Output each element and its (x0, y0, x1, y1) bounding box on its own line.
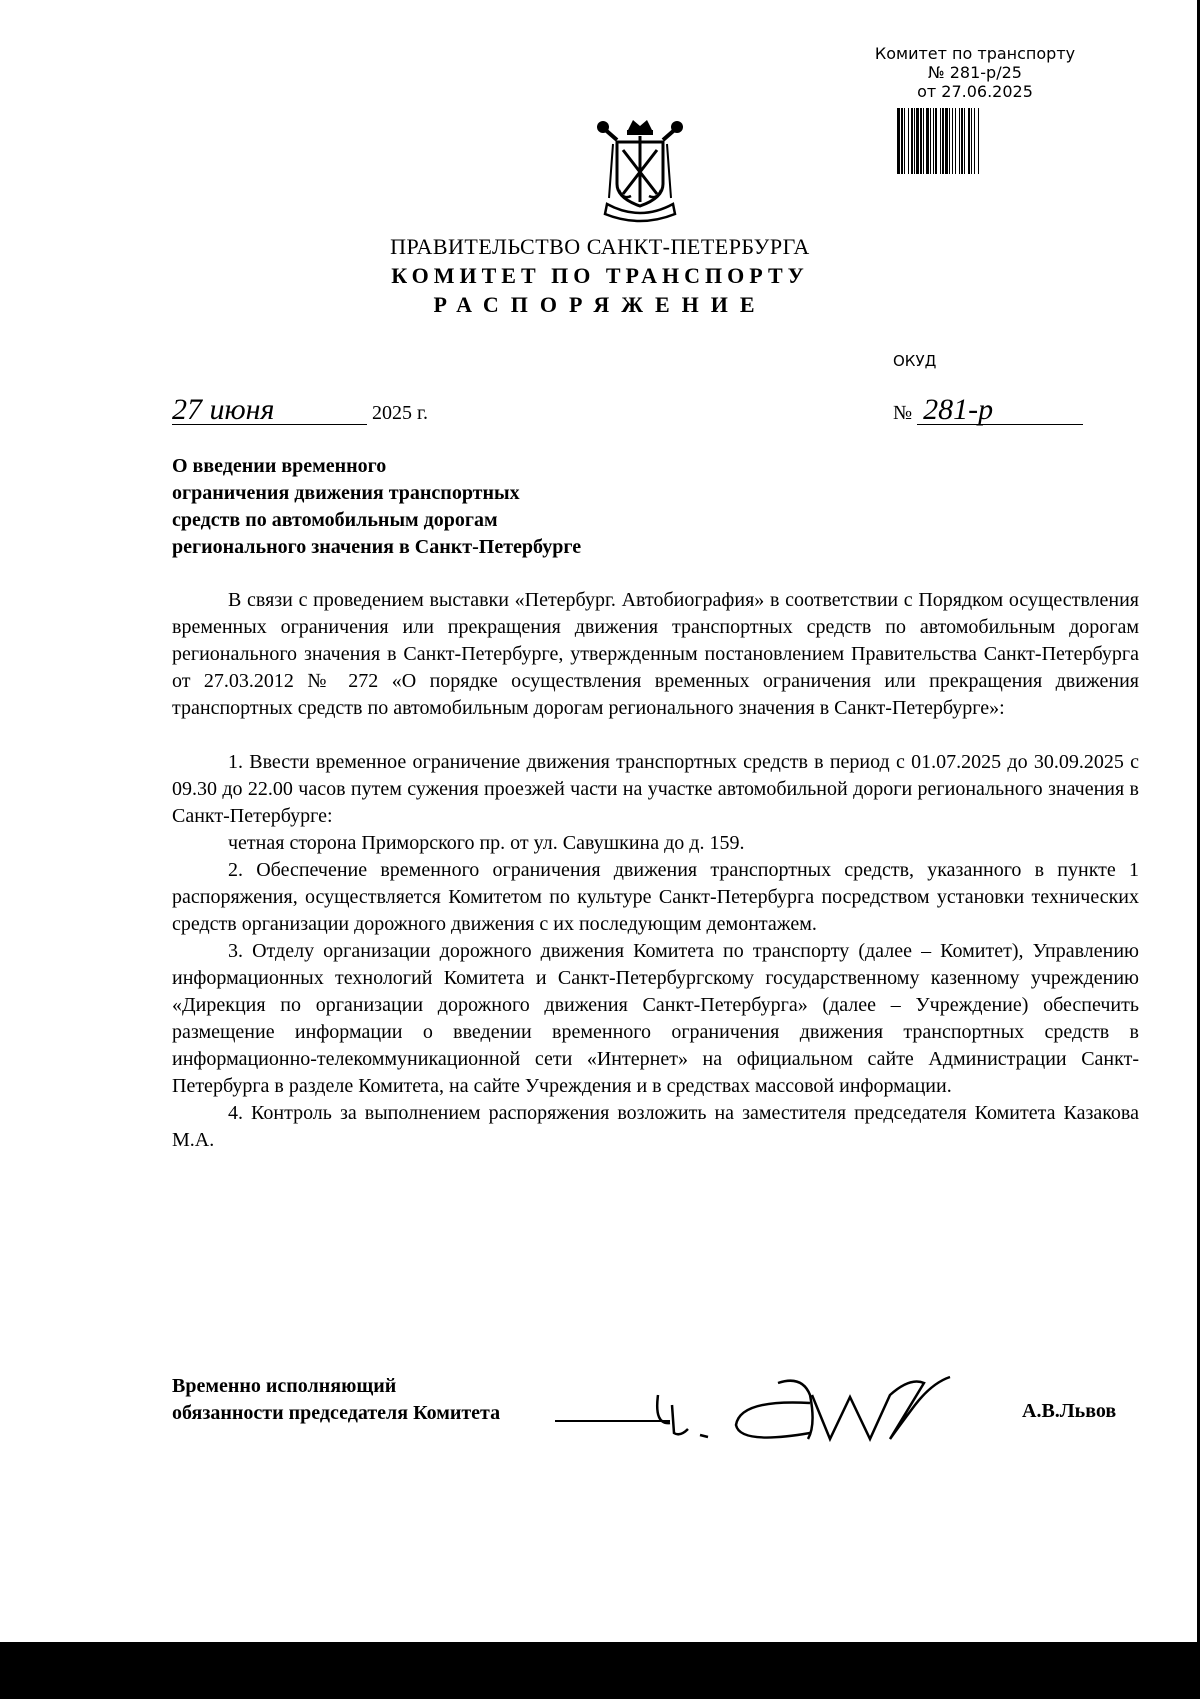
preamble-paragraph: В связи с проведением выставки «Петербург. Автобиография» в соответствии с Порядком осуществления временных ограничения или прекращения движения транспортных средств по автомобильным дорогам регионального значения в Санкт-Петербурге, утвержденным постановлением Правительства Санкт-Петербурга от 27.03.2012 № 272 «О порядке осуществления временных ограничения или прекращения движения транспортных средств по автомобильным дорогам регионального значения в Санкт-Петербурге»: (172, 589, 1139, 719)
number-prefix: № (893, 402, 913, 424)
okud-label: ОКУД (893, 352, 937, 370)
barcode-icon (897, 108, 1083, 174)
document-subject (172, 453, 772, 561)
coat-of-arms-icon (595, 118, 685, 228)
government-name: ПРАВИТЕЛЬСТВО САНКТ-ПЕТЕРБУРГА (390, 234, 810, 259)
position-line: Временно исполняющий (172, 1375, 397, 1397)
handwritten-number: 281-р (917, 396, 1083, 425)
clause-2-paragraph: 2. Обеспечение временного ограничения движения транспортных средств, указанного в пункте 1 распоряжения, осуществляется Комитетом по культуре Санкт-Петербурга посредством установки технических средств организации дорожного движения с их последующим демонтажем. (172, 859, 1139, 935)
registration-stamp (840, 44, 1110, 101)
signatory-name: А.В.Львов (1022, 1400, 1117, 1422)
subject-line: О введении временного (172, 455, 387, 477)
document-type: РАСПОРЯЖЕНИЕ (433, 292, 767, 317)
clause-1-location: четная сторона Приморского пр. от ул. Савушкина до д. 159. (228, 832, 745, 854)
handwritten-date: 27 июня (172, 396, 367, 425)
committee-name: КОМИТЕТ ПО ТРАНСПОРТУ (391, 263, 809, 288)
date-year: 2025 г. (372, 402, 428, 424)
subject-line: регионального значения в Санкт-Петербурге (172, 536, 582, 558)
clause-3-paragraph: 3. Отделу организации дорожного движения Комитета по транспорту (далее – Комитет), Управлению информационных технологий Комитета и Санкт-Петербургскому государственному казенному учреждению «Дирекция по организации дорожного движения Санкт-Петербурга» (далее – Учреждение) обеспечить размещение информации о введении временного ограничения движения транспортных средств в информационно-телекоммуникационной сети «Интернет» на официальном сайте Администрации Санкт-Петербурга в разделе Комитета, на сайте Учреждения и в средствах массовой информации. (172, 940, 1139, 1097)
subject-line: средств по автомобильным дорогам (172, 509, 498, 531)
document-body (172, 587, 1139, 1154)
document-date (172, 393, 428, 426)
document-header (0, 232, 1200, 320)
document-number (893, 393, 1083, 426)
position-line: обязанности председателя Комитета (172, 1402, 501, 1424)
stamp-line-number: № 281-р/25 (928, 63, 1022, 82)
subject-line: ограничения движения транспортных (172, 482, 520, 504)
clause-4-paragraph: 4. Контроль за выполнением распоряжения возложить на заместителя председателя Комитета Казакова М.А. (172, 1102, 1139, 1151)
stamp-line-date: от 27.06.2025 (917, 82, 1033, 101)
signatory-position (172, 1373, 500, 1427)
stamp-line-committee: Комитет по транспорту (874, 44, 1076, 63)
clause-1-paragraph: 1. Ввести временное ограничение движения транспортных средств в период с 01.07.2025 до 30.09.2025 с 09.30 до 22.00 часов путем сужения проезжей части на участке автомобильной дороги регионального значения в Санкт-Петербурге: (172, 751, 1139, 827)
handwritten-signature-icon (540, 1365, 1010, 1445)
